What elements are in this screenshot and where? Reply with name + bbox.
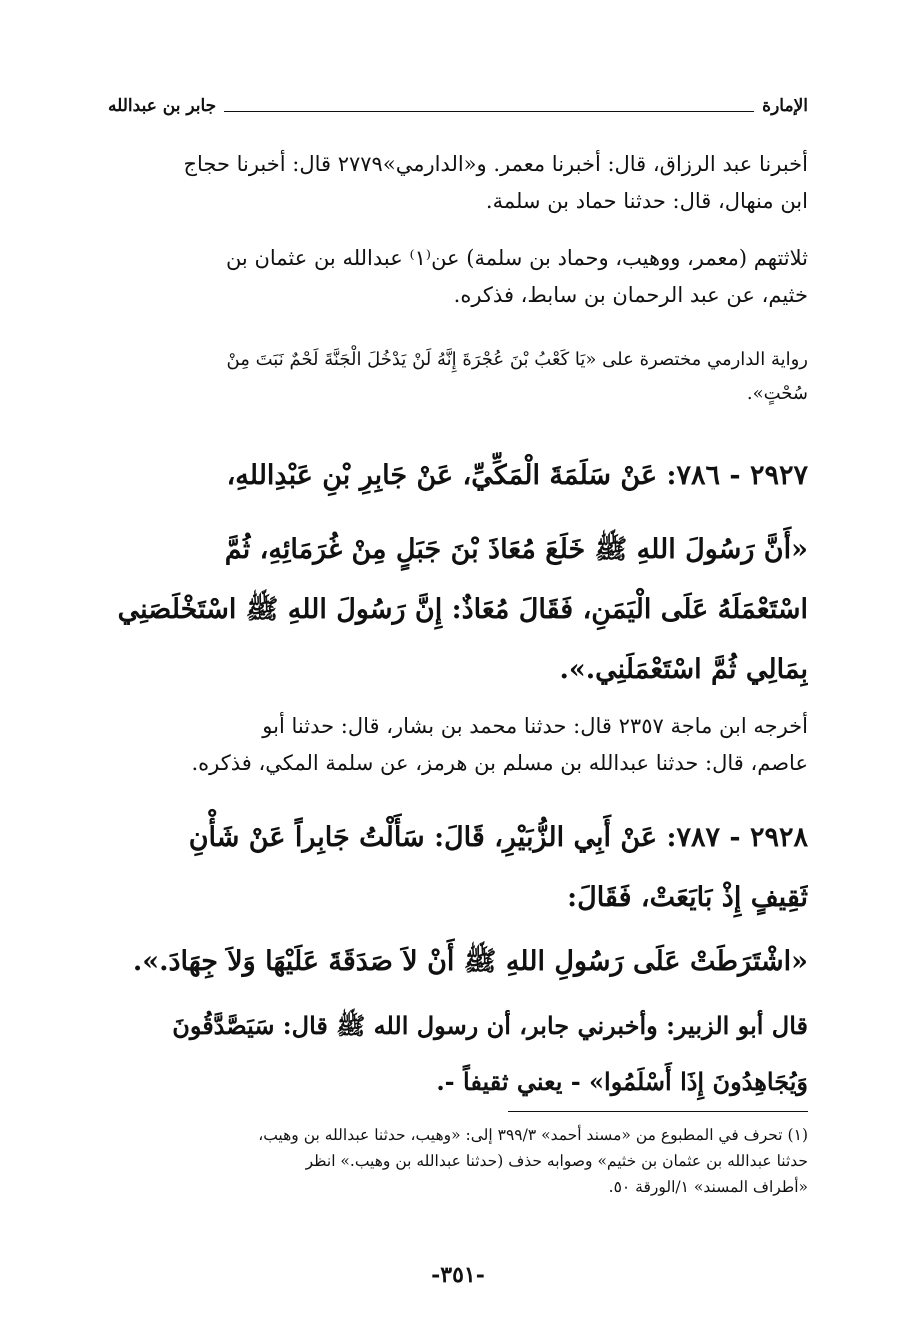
footnote-line: «أطراف المسند» ١/الورقة ٥٠. <box>608 1178 808 1196</box>
text-line: خثيم، عن عبد الرحمان بن سابط، فذكره. <box>453 283 808 307</box>
hadith-786-text <box>108 520 808 700</box>
page-number: -٣٥١- <box>431 1262 485 1288</box>
footnote <box>108 1122 808 1200</box>
header-section-title: الإمارة <box>762 96 808 116</box>
hadith-line: ثَقِيفٍ إِذْ بَايَعَتْ، فَقَالَ: <box>567 882 808 913</box>
text-line: وَيُجَاهِدُونَ إِذَا أَسْلَمُوا» - يعني ثقيفاً -. <box>436 1067 808 1096</box>
text-line: عاصم، قال: حدثنا عبدالله بن مسلم بن هرمز، عن سلمة المكي، فذكره. <box>191 751 808 775</box>
hadith-line: ٢٩٢٨ - ٧٨٧: عَنْ أَبِي الزُّبَيْرِ، قَالَ: سَأَلْتُ جَابِراً عَنْ شَأْنِ <box>188 822 808 853</box>
hadith-line: «أَنَّ رَسُولَ اللهِ ﷺ خَلَعَ مُعَاذَ بْنَ جَبَلٍ مِنْ غُرَمَائِهِ، ثُمَّ <box>224 534 808 565</box>
hadith-heading-line: ٢٩٢٧ - ٧٨٦: عَنْ سَلَمَةَ الْمَكِّيِّ، عَنْ جَابِرِ بْنِ عَبْدِاللهِ، <box>226 460 808 491</box>
paragraph-darimi-chain <box>108 146 808 220</box>
text-line: قال أبو الزبير: وأخبرني جابر، أن رسول الله ﷺ قال: سَيَصَّدَّقُونَ <box>172 1011 808 1040</box>
hadith-787-text <box>108 932 808 992</box>
hadith-line: بِمَالِي ثُمَّ اسْتَعْمَلَنِي.». <box>559 654 808 685</box>
paragraph-abu-zubair <box>108 998 808 1110</box>
text-line: أخرجه ابن ماجة ٢٣٥٧ قال: حدثنا محمد بن بشار، قال: حدثنا أبو <box>262 714 808 738</box>
text-line: رواية الدارمي مختصرة على «يَا كَعْبُ بْنَ عُجْرَةَ إِنَّهُ لَنْ يَدْخُلَ الْجَنَّةَ لَحْمٌ نَبَتَ مِنْ <box>226 349 808 370</box>
hadith-786-heading <box>108 452 808 500</box>
running-header <box>108 86 808 116</box>
footnote-line: (١) تحرف في المطبوع من «مسند أحمد» ٣٩٩/٣ إلى: «وهيب، حدثنا عبدالله بن وهيب، <box>258 1126 808 1144</box>
hadith-787-heading <box>108 808 808 928</box>
text-line: ابن منهال، قال: حدثنا حماد بن سلمة. <box>485 189 808 213</box>
text-line: أخبرنا عبد الرزاق، قال: أخبرنا معمر. و«الدارمي»٢٧٧٩ قال: أخبرنا حجاج <box>183 152 808 176</box>
paragraph-darimi-narration <box>108 343 808 411</box>
hadith-line: «اشْتَرَطَتْ عَلَى رَسُولِ اللهِ ﷺ أَنْ لاَ صَدَقَةَ عَلَيْهَا وَلاَ جِهَادَ.». <box>132 946 808 977</box>
header-narrator-name: جابر بن عبدالله <box>108 96 217 116</box>
hadith-line: اسْتَعْمَلَهُ عَلَى الْيَمَنِ، فَقَالَ مُعَاذٌ: إِنَّ رَسُولَ اللهِ ﷺ اسْتَخْلَصَنِي <box>117 594 808 625</box>
header-rule <box>224 111 754 112</box>
text-line: سُحْتٍ». <box>746 383 808 404</box>
paragraph-three-narrators <box>108 240 808 314</box>
footnote-separator <box>508 1111 808 1112</box>
footnote-line: حدثنا عبدالله بن عثمان بن خثيم» وصوابه حذف (حدثنا عبدالله بن وهيب.» انظر <box>305 1152 808 1170</box>
paragraph-ibn-majah <box>108 708 808 782</box>
text-line: ثلاثتهم (معمر، ووهيب، وحماد بن سلمة) عن⁽١⁾ عبدالله بن عثمان بن <box>225 246 808 270</box>
